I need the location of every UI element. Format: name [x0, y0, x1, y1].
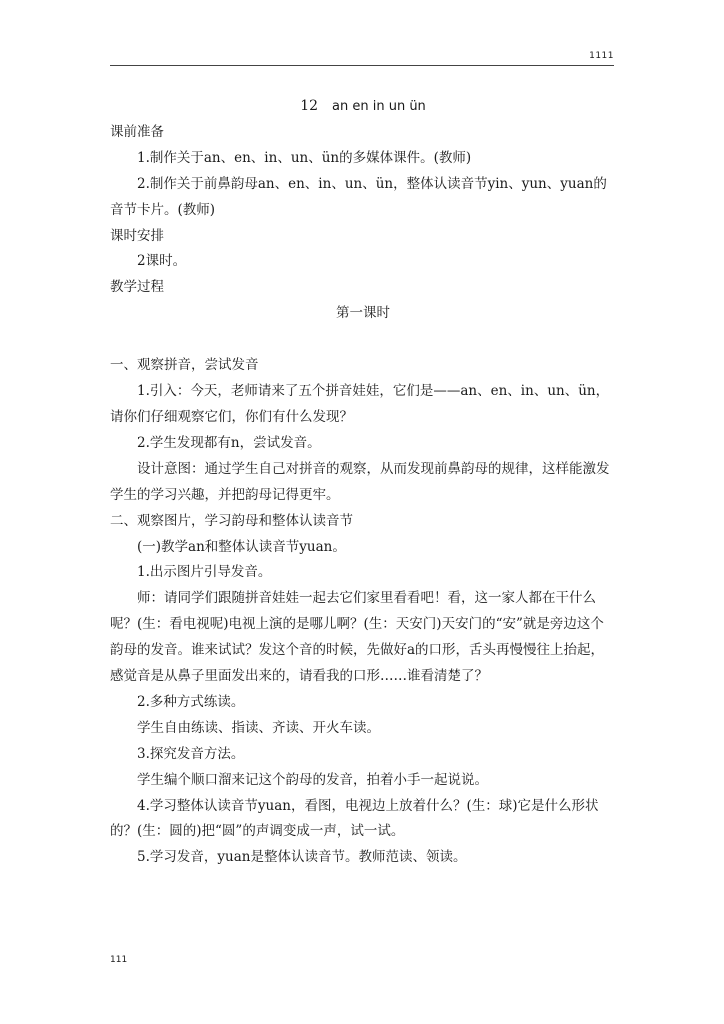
- part1-heading: 一、观察拼音，尝试发音: [110, 357, 259, 374]
- part2-teacher-dialogue: 师：请同学们跟随拼音娃娃一起去它们家里看看吧！看，这一家人都在干什么呢？(生：看电视呢)电视上演的是哪儿啊？(生：天安门)天安门的“安”就是旁边这个韵母的发音。谁来试试？发这个音的时候，先做好a的口形，舌头再慢慢往上抬起，感觉音是从鼻子里面发出来的，请看我的口形……谁看清楚了？: [110, 590, 605, 685]
- part2-item-3-detail: 学生编个顺口溜来记这个韵母的发音，拍着小手一起说说。: [137, 771, 488, 788]
- lesson-title: [110, 94, 616, 120]
- prep-heading: 课前准备: [110, 123, 164, 140]
- part2-item-1: 1.出示图片引导发音。: [137, 564, 272, 581]
- lesson-number: 12: [300, 98, 319, 114]
- spacer: [110, 327, 616, 353]
- part1-item-1: 1.引入：今天，老师请来了五个拼音娃娃，它们是——an、en、in、un、ün，请你们仔细观察它们，你们有什么发现？: [110, 383, 610, 425]
- part2-item-5: 5.学习发音，yuan是整体认读音节。教师范读、领读。: [137, 849, 467, 866]
- prep-item-1: 1.制作关于an、en、in、un、ün的多媒体课件。(教师): [137, 149, 472, 166]
- lesson-heading: 第一课时: [336, 305, 390, 322]
- schedule-heading: 课时安排: [110, 227, 164, 244]
- part2-subheading: (一)教学an和整体认读音节yuan。: [137, 538, 346, 555]
- part2-heading: 二、观察图片，学习韵母和整体认读音节: [110, 512, 353, 529]
- document-body: [110, 94, 616, 871]
- header-rule: [110, 65, 614, 66]
- process-heading: 教学过程: [110, 279, 164, 296]
- part2-item-2-detail: 学生自由练读、指读、齐读、开火车读。: [137, 719, 380, 736]
- footer-page-number: 111: [110, 955, 128, 965]
- part1-item-2: 2.学生发现都有n，尝试发音。: [137, 434, 321, 451]
- lesson-pinyin: an en in un ün: [332, 99, 426, 114]
- part1-design-intent: 设计意图：通过学生自己对拼音的观察，从而发现前鼻韵母的规律，这样能激发学生的学习兴趣，并把韵母记得更牢。: [110, 460, 610, 503]
- prep-item-2: 2.制作关于前鼻韵母an、en、in、un、ün，整体认读音节yin、yun、yuan的音节卡片。(教师): [110, 175, 607, 218]
- part2-item-3: 3.探究发音方法。: [137, 745, 245, 762]
- header-page-label: 1111: [589, 51, 614, 61]
- part2-item-2: 2.多种方式练读。: [137, 693, 245, 710]
- part2-item-4: 4.学习整体认读音节yuan，看图，电视边上放着什么？(生：球)它是什么形状的？(生：圆的)把“圆”的声调变成一声，试一试。: [110, 797, 599, 840]
- schedule-text: 2课时。: [137, 253, 187, 270]
